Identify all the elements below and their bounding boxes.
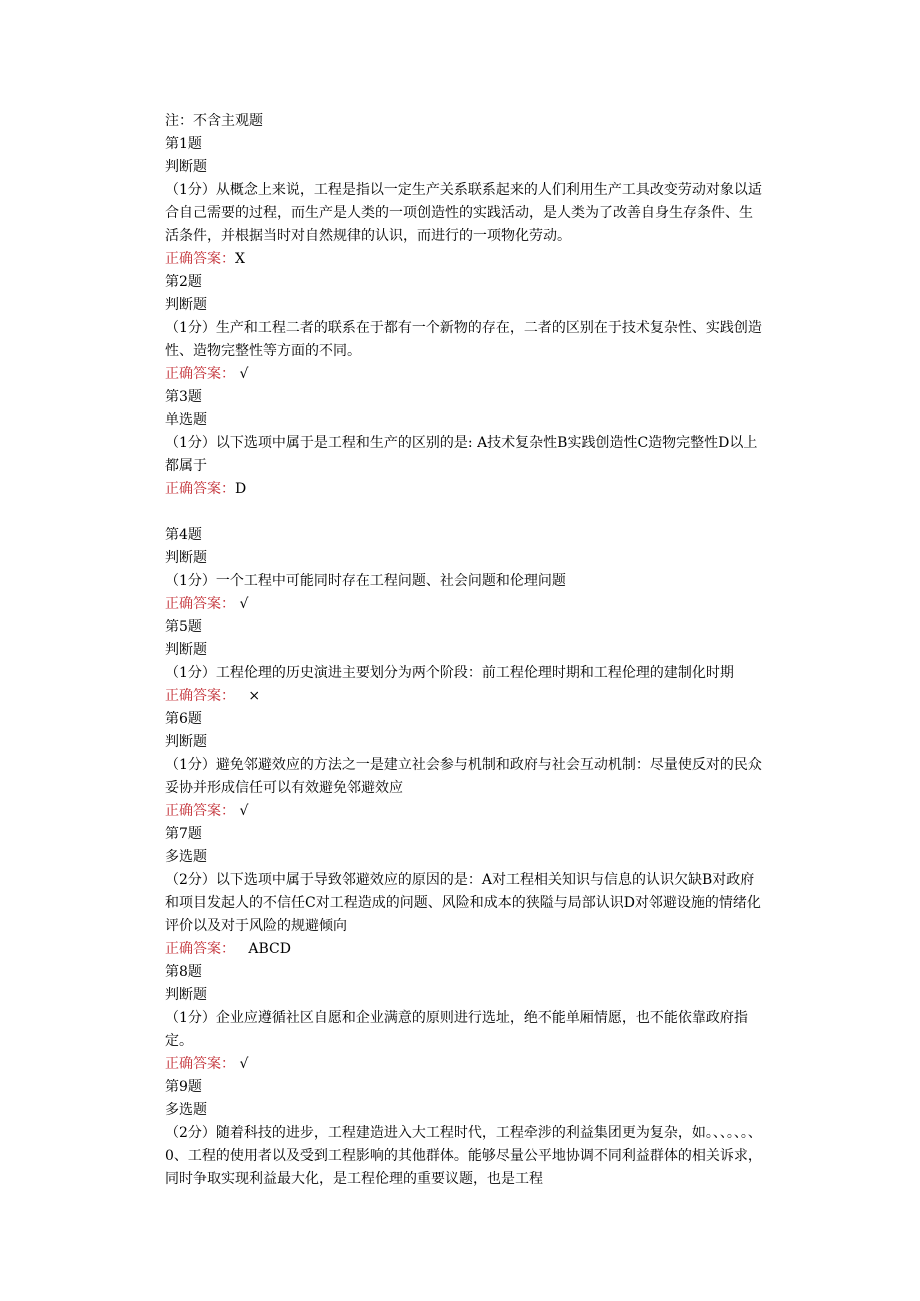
question-text: （1分）避免邻避效应的方法之一是建立社会参与机制和政府与社会互动机制：尽量使反对的民众妥协并形成信任可以有效避免邻避效应: [165, 757, 762, 796]
document-page: [165, 110, 765, 1191]
question-number: 第8题: [165, 964, 202, 980]
answer-line: [165, 478, 765, 501]
answer-label: 正确答案：: [165, 803, 235, 819]
question-5: [165, 616, 765, 708]
answer-value: √: [235, 803, 249, 819]
answer-label: 正确答案：: [165, 251, 235, 267]
question-text: （2分）以下选项中属于导致邻避效应的原因的是：A对工程相关知识与信息的认识欠缺B对政府和项目发起人的不信任C对工程造成的问题、风险和成本的狭隘与局部认识D对邻避设施的情绪化评价以及对于风险的规避倾向: [165, 872, 761, 934]
question-text: （1分）一个工程中可能同时存在工程问题、社会问题和伦理问题: [165, 573, 566, 589]
question-9: [165, 1076, 765, 1191]
question-type: 多选题: [165, 849, 207, 865]
question-6: [165, 708, 765, 823]
answer-line: [165, 685, 765, 708]
question-type: 判断题: [165, 550, 207, 566]
answer-value: √: [235, 366, 249, 382]
question-type: 单选题: [165, 412, 207, 428]
answer-line: [165, 363, 765, 386]
answer-value: √: [235, 596, 249, 612]
question-type: 判断题: [165, 987, 207, 1003]
question-type: 判断题: [165, 734, 207, 750]
question-7: [165, 823, 765, 961]
answer-value: X: [235, 251, 245, 267]
answer-line: [165, 800, 765, 823]
question-8: [165, 961, 765, 1076]
question-number: 第3题: [165, 389, 202, 405]
question-number: 第1题: [165, 136, 202, 152]
answer-label: 正确答案：: [165, 941, 235, 957]
answer-line: [165, 593, 765, 616]
question-type: 判断题: [165, 159, 207, 175]
question-number: 第2题: [165, 274, 202, 290]
answer-label: 正确答案：: [165, 688, 235, 704]
question-1: [165, 133, 765, 271]
answer-value: √: [235, 1056, 249, 1072]
answer-value: D: [235, 481, 247, 497]
question-2: [165, 271, 765, 386]
answer-line: [165, 1053, 765, 1076]
question-type: 判断题: [165, 297, 207, 313]
question-text: （1分）企业应遵循社区自愿和企业满意的原则进行选址，绝不能单厢情愿，也不能依靠政府指定。: [165, 1010, 748, 1049]
question-type: 多选题: [165, 1102, 207, 1118]
question-3: [165, 386, 765, 501]
blank-line: [165, 501, 765, 524]
question-text: （1分）以下选项中属于是工程和生产的区别的是: A技术复杂性B实践创造性C造物完整性D以上都属于: [165, 435, 758, 474]
question-number: 第7题: [165, 826, 202, 842]
question-number: 第6题: [165, 711, 202, 727]
question-4: [165, 524, 765, 616]
question-text: （1分）工程伦理的历史演进主要划分为两个阶段：前工程伦理时期和工程伦理的建制化时期: [165, 665, 734, 681]
answer-label: 正确答案：: [165, 596, 235, 612]
answer-line: [165, 248, 765, 271]
note-text: 注：不含主观题: [165, 113, 263, 129]
question-text: （1分）生产和工程二者的联系在于都有一个新物的存在，二者的区别在于技术复杂性、实践创造性、造物完整性等方面的不同。: [165, 320, 762, 359]
question-text: （2分）随着科技的进步，工程建造进入大工程时代，工程牵涉的利益集团更为复杂，如。、、。、。、0、工程的使用者以及受到工程影响的其他群体。能够尽量公平地协调不同利益群体的相关诉求，同时争取实现利益最大化，是工程伦理的重要议题，也是工程: [165, 1125, 762, 1187]
question-text: （1分）从概念上来说，工程是指以一定生产关系联系起来的人们利用生产工具改变劳动对象以适合自己需要的过程，而生产是人类的一项创造性的实践活动，是人类为了改善自身生存条件、生活条件，并根据当时对自然规律的认识，而进行的一项物化劳动。: [165, 182, 762, 244]
answer-line: [165, 938, 765, 961]
answer-label: 正确答案：: [165, 481, 235, 497]
question-number: 第9题: [165, 1079, 202, 1095]
answer-value: ABCD: [235, 941, 291, 957]
question-number: 第5题: [165, 619, 202, 635]
answer-value: ×: [235, 688, 261, 704]
answer-label: 正确答案：: [165, 1056, 235, 1072]
answer-label: 正确答案：: [165, 366, 235, 382]
question-type: 判断题: [165, 642, 207, 658]
question-number: 第4题: [165, 527, 202, 543]
